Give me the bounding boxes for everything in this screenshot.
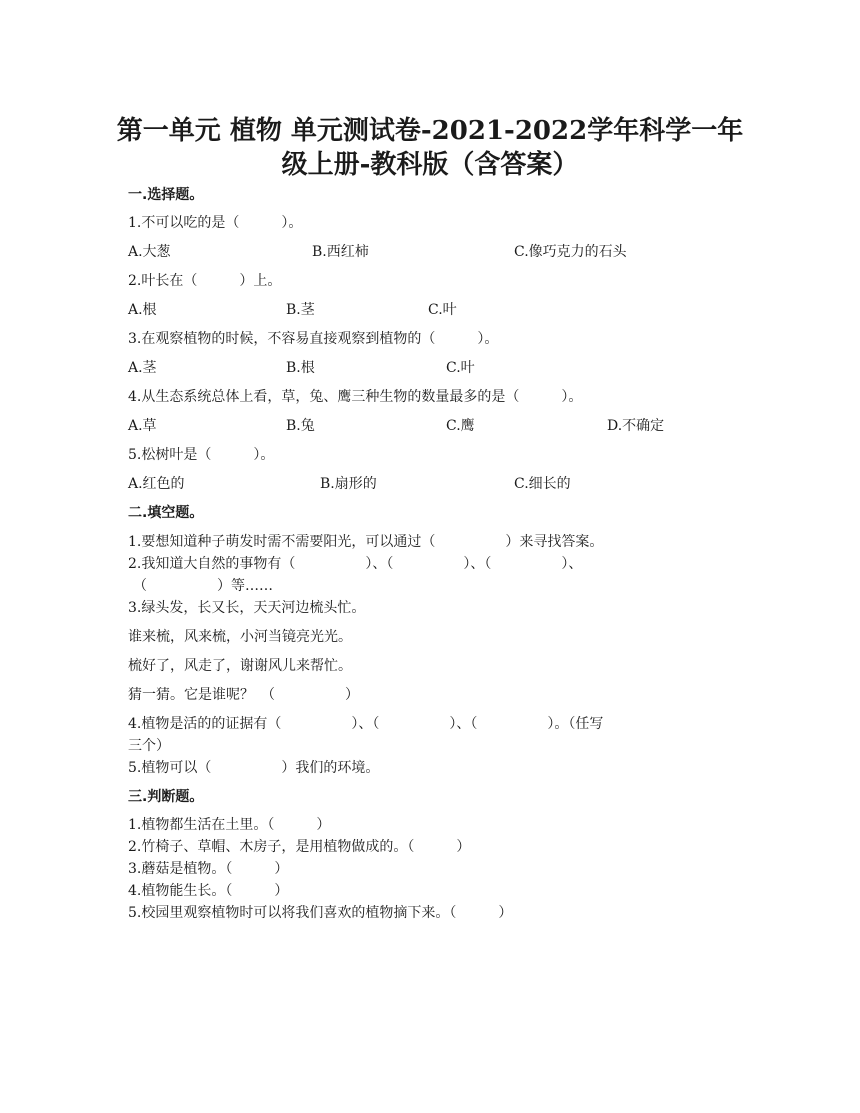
section-heading-fill: 二.填空题。 xyxy=(128,505,204,521)
choice-option-1c: C.像巧克力的石头 xyxy=(514,244,627,260)
fill-question-3-line-4: 猜一猜。它是谁呢？ （ ） xyxy=(128,687,359,703)
choice-option-4d: D.不确定 xyxy=(607,418,665,434)
choice-option-4a: A.草 xyxy=(128,418,157,434)
choice-option-5c: C.细长的 xyxy=(514,476,571,492)
judge-question-2: 2.竹椅子、草帽、木房子，是用植物做成的。（ ） xyxy=(128,839,471,855)
judge-question-3: 3.蘑菇是植物。（ ） xyxy=(128,861,289,877)
choice-question-1: 1.不可以吃的是（ ）。 xyxy=(128,215,303,231)
fill-question-4-line-1: 4.植物是活的的证据有（ ）、（ ）、（ ）。（任写 xyxy=(128,716,604,732)
section-heading-choice: 一.选择题。 xyxy=(128,187,204,203)
fill-question-3-line-3: 梳好了，风走了，谢谢风儿来帮忙。 xyxy=(128,658,352,674)
document-title-line-1: 第一单元 植物 单元测试卷-2021-2022学年科学一年 xyxy=(116,116,744,146)
choice-option-3c: C.叶 xyxy=(446,360,475,376)
choice-question-5: 5.松树叶是（ ）。 xyxy=(128,447,275,463)
fill-question-3-line-1: 3.绿头发，长又长，天天河边梳头忙。 xyxy=(128,600,366,616)
fill-question-1: 1.要想知道种子萌发时需不需要阳光，可以通过（ ）来寻找答案。 xyxy=(128,534,604,550)
choice-option-1a: A.大葱 xyxy=(128,244,171,260)
choice-option-5a: A.红色的 xyxy=(128,476,185,492)
fill-question-2-line-1: 2.我知道大自然的事物有（ ）、（ ）、（ ）、 xyxy=(128,556,583,572)
fill-question-4-line-2: 三个） xyxy=(128,738,170,754)
judge-question-5: 5.校园里观察植物时可以将我们喜欢的植物摘下来。（ ） xyxy=(128,905,513,921)
fill-question-2-line-2: （ ）等…… xyxy=(133,578,273,594)
choice-option-3b: B.根 xyxy=(286,360,315,376)
choice-question-3: 3.在观察植物的时候，不容易直接观察到植物的（ ）。 xyxy=(128,331,499,347)
judge-question-1: 1.植物都生活在土里。（ ） xyxy=(128,817,331,833)
choice-option-2c: C.叶 xyxy=(428,302,457,318)
choice-option-4b: B.兔 xyxy=(286,418,315,434)
choice-option-4c: C.鹰 xyxy=(446,418,475,434)
section-heading-judge: 三.判断题。 xyxy=(128,789,204,805)
choice-question-4: 4.从生态系统总体上看，草，兔、鹰三种生物的数量最多的是（ ）。 xyxy=(128,389,583,405)
fill-question-3-line-2: 谁来梳，风来梳，小河当镜亮光光。 xyxy=(128,629,352,645)
choice-option-2a: A.根 xyxy=(128,302,157,318)
choice-option-3a: A.茎 xyxy=(128,360,157,376)
choice-question-2: 2.叶长在（ ）上。 xyxy=(128,273,282,289)
choice-option-2b: B.茎 xyxy=(286,302,315,318)
fill-question-5: 5.植物可以（ ）我们的环境。 xyxy=(128,760,380,776)
judge-question-4: 4.植物能生长。（ ） xyxy=(128,883,289,899)
choice-option-5b: B.扇形的 xyxy=(320,476,377,492)
choice-option-1b: B.西红柿 xyxy=(312,244,369,260)
document-title-line-2: 级上册-教科版（含答案） xyxy=(281,150,579,180)
